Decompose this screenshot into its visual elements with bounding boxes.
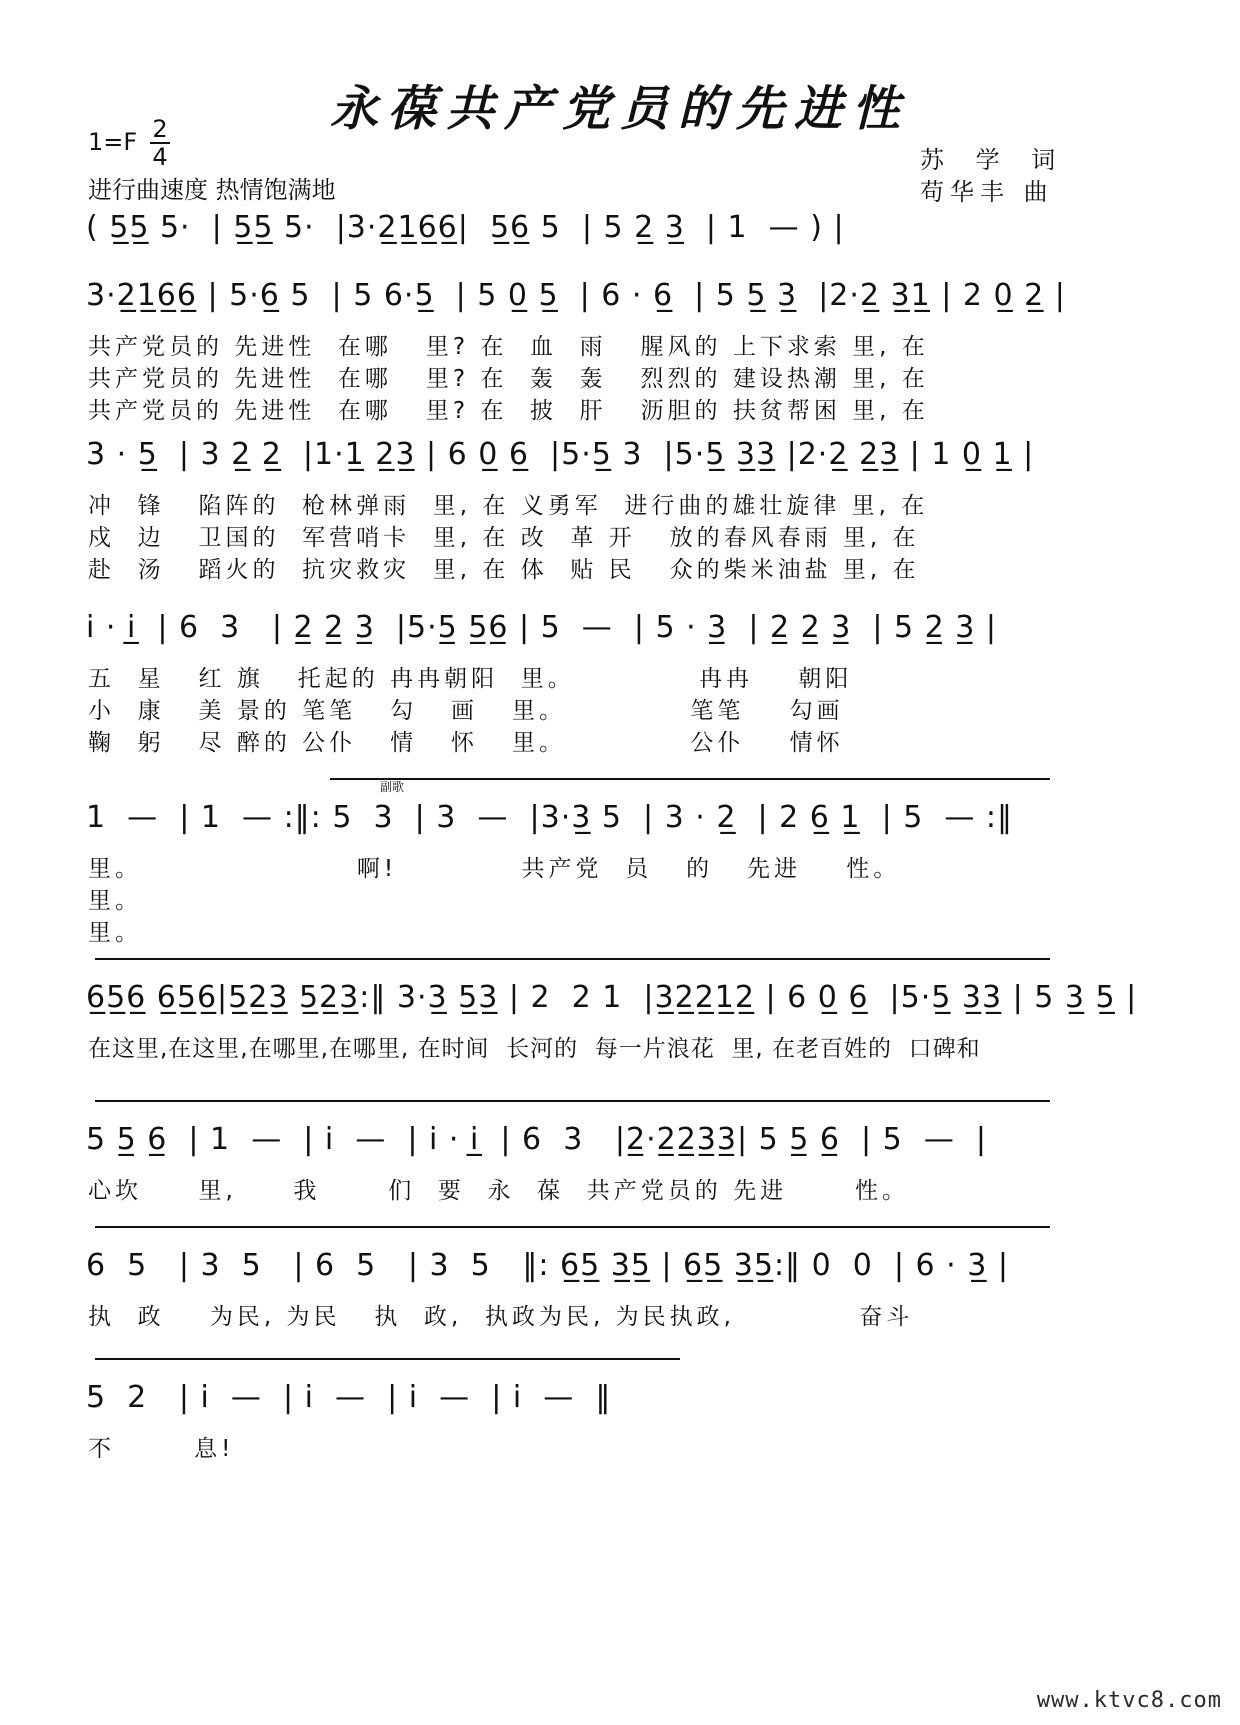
lyric-line: 共产党员的 先进性 在哪 里? 在 轰 轰 烈烈的 建设热潮 里, 在	[88, 366, 929, 392]
section-label: 副歌	[380, 780, 405, 794]
system-rule	[95, 958, 1050, 960]
lyric-line: 小 康 美 景的 笔笔 勾 画 里。 笔笔 勾画	[88, 698, 844, 724]
composer-credit: 苟华丰 曲	[920, 178, 1054, 206]
lyric-line: 五 星 红 旗 托起的 冉冉朝阳 里。 冉冉 朝阳	[88, 666, 853, 692]
system-rule	[95, 1226, 1050, 1228]
notation-line: 5 5̲ 6̲ | 1 — | i — | i · i̲ | 6 3 |2̲·2̲2̲3̲3̲| 5 5̲ 6̲ | 5 — |	[86, 1122, 988, 1157]
notation-line: i · i̲ | 6 3 | 2̲ 2̲ 3̲ |5·5̲ 5̲6̲ | 5 — | 5 · 3̲ | 2̲ 2̲ 3̲ | 5 2̲ 3̲ |	[86, 610, 998, 645]
lyric-line: 在这里,在这里,在哪里,在哪里, 在时间 长河的 每一片浪花 里, 在老百姓的 口碑和	[88, 1036, 981, 1062]
notation-line: 6̲5̲6̲ 6̲5̲6̲|5̲2̲3̲ 5̲2̲3̲:‖ 3·3̲ 5̲3̲ | 2 2 1 |3̲2̲2̲1̲2̲ | 6 0̲ 6̲ |5·5̲ 3̲3̲ | 5 3̲ 5̲ |	[86, 980, 1138, 1015]
notation-line: 3 · 5̲ | 3 2̲ 2̲ |1·1̲ 2̲3̲ | 6 0̲ 6̲ |5·5̲ 3 |5·5̲ 3̲3̲ |2·2̲ 2̲3̲ | 1 0̲ 1̲ |	[86, 437, 1035, 472]
lyric-line: 戍 边 卫国的 军营哨卡 里, 在 改 革 开 放的春风春雨 里, 在	[88, 525, 920, 551]
notation-line: 6 5 | 3 5 | 6 5 | 3 5 ‖: 6̲5̲ 3̲5̲ | 6̲5̲ 3̲5̲:‖ 0 0 | 6 · 3̲ |	[86, 1248, 1009, 1283]
notation-line: 5 2 | i — | i — | i — | i — ‖	[86, 1380, 612, 1415]
lyric-line: 冲 锋 陷阵的 枪林弹雨 里, 在 义勇军 进行曲的雄壮旋律 里, 在	[88, 493, 929, 519]
lyricist-credit: 苏 学 词	[920, 146, 1068, 174]
lyric-line: 共产党员的 先进性 在哪 里? 在 血 雨 腥风的 上下求索 里, 在	[88, 334, 929, 360]
lyric-line: 里。 啊! 共产党 员 的 先进 性。	[88, 856, 901, 882]
key-signature: 1=F	[88, 128, 138, 156]
time-signature-top: 2	[152, 115, 168, 143]
notation-line: 3·2̲1̲6̲6̲ | 5·6̲ 5 | 5 6·5̲ | 5 0̲ 5̲ | 6 · 6̲ | 5 5̲ 3̲ |2·2̲ 3̲1̲ | 2 0̲ 2̲ |	[86, 278, 1066, 313]
notation-line: ( 5̲5̲ 5· | 5̲5̲ 5· |3·2̲1̲6̲6̲| 5̲6̲ 5 | 5 2̲ 3̲ | 1 — ) |	[86, 210, 845, 245]
lyric-line: 心坎 里, 我 们 要 永 葆 共产党员的 先进 性。	[88, 1178, 909, 1204]
lyric-line: 执 政 为民, 为民 执 政, 执政为民, 为民执政, 奋斗	[88, 1304, 914, 1330]
system-rule	[95, 1100, 1050, 1102]
time-signature-bottom: 4	[152, 143, 168, 171]
lyric-line: 共产党员的 先进性 在哪 里? 在 披 肝 沥胆的 扶贫帮困 里, 在	[88, 398, 929, 424]
notation-line: 1 — | 1 — :‖: 5 3 | 3 — |3·3̲ 5 | 3 · 2̲ | 2 6̲ 1̲ | 5 — :‖	[86, 800, 1014, 835]
system-rule	[95, 1358, 680, 1360]
tempo-marking: 进行曲速度 热情饱满地	[88, 176, 336, 204]
system-rule	[330, 778, 1050, 780]
lyric-line: 鞠 躬 尽 醉的 公仆 情 怀 里。 公仆 情怀	[88, 730, 844, 756]
watermark: www.ktvc8.com	[1036, 1688, 1222, 1713]
lyric-line: 里。	[88, 920, 142, 946]
song-title: 永葆共产党员的先进性	[329, 81, 910, 137]
lyric-line: 里。	[88, 888, 142, 914]
lyric-line: 赴 汤 蹈火的 抗灾救灾 里, 在 体 贴 民 众的柴米油盐 里, 在	[88, 557, 920, 583]
lyric-line: 不 息!	[88, 1436, 235, 1462]
